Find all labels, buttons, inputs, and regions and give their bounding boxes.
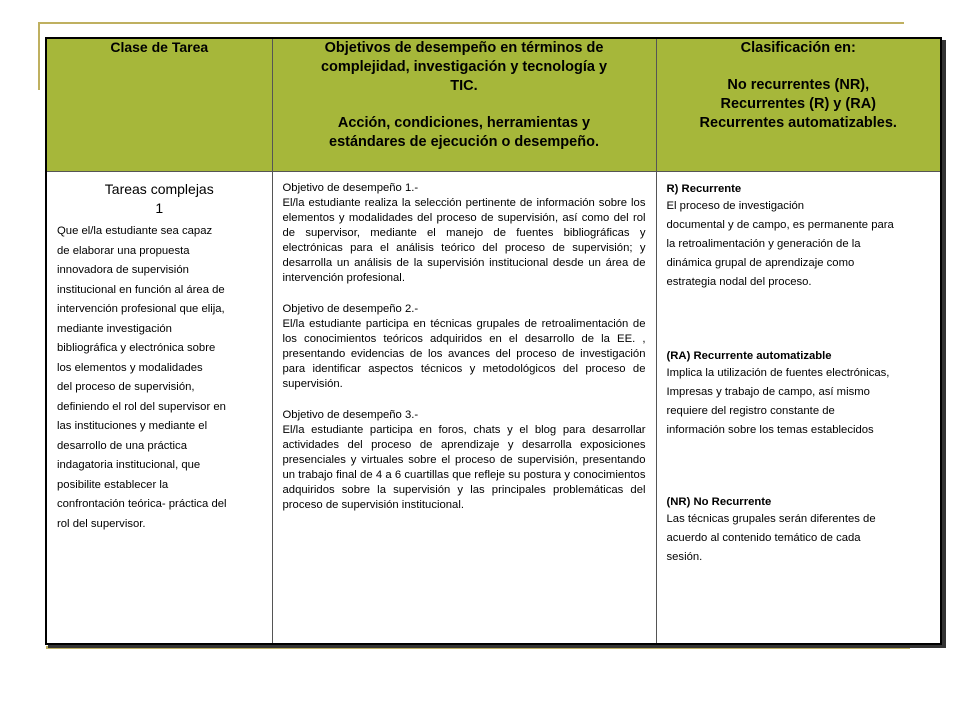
objective-2-heading: Objetivo de desempeño 2.-	[282, 303, 419, 315]
header-classification-line: Clasificación en:	[740, 40, 856, 56]
header-classification-line: Recurrentes (R) y (RA)	[720, 96, 876, 112]
task-description-line: las instituciones y mediante el	[57, 420, 208, 432]
header-objectives-line: estándares de ejecución o desempeño.	[329, 134, 599, 150]
task-description-line: rol del supervisor.	[57, 517, 146, 530]
task-description-line: indagatoria institucional, que	[57, 459, 201, 471]
non-recurrent-line: sesión.	[666, 551, 703, 563]
recurrent-line: El proceso de investigación	[666, 200, 805, 212]
objective-3-text: El/la estudiante participa en foros, chats y el blog para desarrollar actividades del proceso de aprendizaje y desarrolla exposiciones presenciales y virtuales sobre el proceso de supervisión, presentando un trabajo final de 4 a 6 cuartillas que refleje su postura y conocimientos adquiridos sobre la supervisión y las principales problemáticas del proceso de supervisión institucional.	[282, 424, 646, 511]
recurrent-automatizable-line: Implica la utilización de fuentes electrónicas,	[666, 367, 890, 379]
task-description-line: del proceso de supervisión,	[57, 381, 195, 393]
task-description-line: de elaborar una propuesta	[57, 244, 190, 257]
recurrent-heading: R) Recurrente	[666, 183, 742, 195]
task-description-line: los elementos y modalidades	[57, 361, 203, 374]
task-description-line: innovadora de supervisión	[57, 264, 189, 276]
objective-1-heading: Objetivo de desempeño 1.-	[282, 182, 419, 194]
recurrent-line: documental y de campo, es permanente para	[666, 219, 894, 231]
table-header-row	[46, 38, 941, 172]
task-description-line: definiendo el rol del supervisor en	[57, 400, 226, 413]
decorative-top-line	[38, 22, 904, 24]
header-objectives-line: TIC.	[450, 78, 478, 94]
header-objectives-line: complejidad, investigación y tecnología y	[320, 59, 608, 75]
task-classification-table	[45, 37, 942, 645]
table-body-row	[46, 172, 941, 645]
header-task-class-label: Clase de Tarea	[110, 39, 209, 55]
header-objectives-line: Acción, condiciones, herramientas y	[337, 115, 591, 131]
recurrent-automatizable-line: requiere del registro constante de	[666, 405, 835, 417]
objective-2-text: El/la estudiante participa en técnicas grupales de retroalimentación de los conocimientos teóricos adquiridos en el desarrollo de la EE. , presentando evidencias de los avances del proceso de investigación para identificar aspectos técnicos y metodológicos del proceso de supervisión.	[282, 318, 646, 390]
objectives-cell	[272, 172, 656, 645]
recurrent-automatizable-line: información sobre los temas establecidos	[666, 424, 874, 436]
task-description-line: confrontación teórica- práctica del	[57, 498, 227, 510]
header-objectives-line: Objetivos de desempeño en términos de	[324, 40, 604, 56]
task-number: 1	[155, 200, 164, 216]
task-description-line: bibliográfica y electrónica sobre	[57, 342, 216, 354]
recurrent-line: la retroalimentación y generación de la	[666, 238, 861, 250]
non-recurrent-heading: (NR) No Recurrente	[666, 496, 772, 508]
objective-1-text: El/la estudiante realiza la selección pertinente de información sobre los elementos y modalidades del proceso de supervisión, así como del rol de supervisor, mediante el manejo de fuentes bibliográficas y electrónicas para el análisis teórico del proceso de supervisión; y desarrolla un análisis de la supervisión institucional desde un área de intervención profesional.	[282, 197, 646, 284]
decorative-left-line	[38, 22, 40, 90]
task-description-line: desarrollo de una práctica	[57, 439, 187, 452]
recurrent-automatizable-line: Impresas y trabajo de campo, así mismo	[666, 386, 870, 398]
header-classification	[656, 38, 941, 172]
task-description-line: Que el/la estudiante sea capaz	[57, 225, 213, 237]
task-class-cell	[46, 172, 272, 645]
classification-cell	[656, 172, 941, 645]
task-description-line: mediante investigación	[57, 322, 172, 335]
objective-3-heading: Objetivo de desempeño 3.-	[282, 409, 419, 421]
non-recurrent-line: acuerdo al contenido temático de cada	[666, 532, 861, 544]
task-title: Tareas complejas	[104, 181, 214, 197]
recurrent-automatizable-heading: (RA) Recurrente automatizable	[666, 350, 832, 362]
header-task-class	[46, 38, 272, 172]
header-classification-line: No recurrentes (NR),	[727, 77, 870, 93]
recurrent-line: estrategia nodal del proceso.	[666, 276, 812, 288]
header-classification-line: Recurrentes automatizables.	[699, 115, 897, 131]
task-description-line: posibilite establecer la	[57, 478, 169, 491]
header-objectives	[272, 38, 656, 172]
task-description-line: institucional en función al área de	[57, 283, 225, 296]
recurrent-line: dinámica grupal de aprendizaje como	[666, 257, 855, 269]
non-recurrent-line: Las técnicas grupales serán diferentes de	[666, 513, 876, 525]
task-description-line: intervención profesional que elija,	[57, 303, 225, 315]
